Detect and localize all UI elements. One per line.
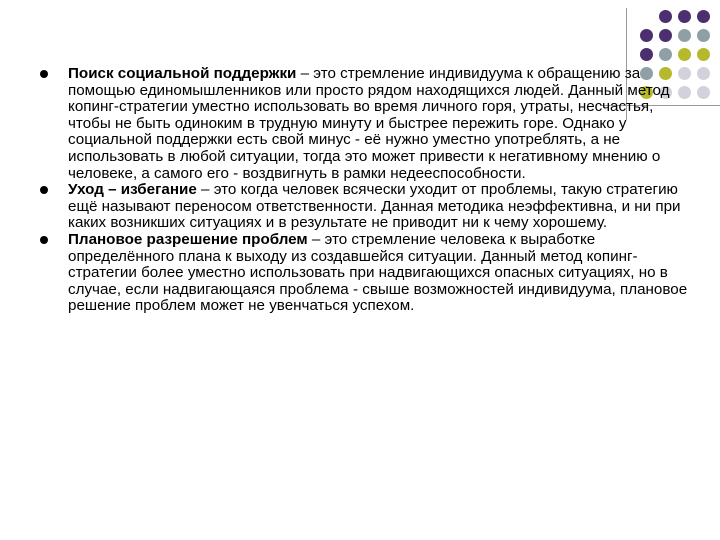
bullet-text: – это стремление индивидуума к обращению за помощью единомышленников или просто рядом находящихся людей. Данный метод копинг-стратегии уместно использовать во время личного горя, утраты, несчастья, чтобы не быть одиноким в трудную минуту и быстрее пережить горе. Однако у социальной поддержки есть свой минус - её нужно уместно употреблять, а не использовать в любой ситуации, тогда это может привести к негативному мнению о человеке, а самого его - воздвигнуть в рамки недееспособности.	[68, 65, 670, 182]
bullet-icon	[40, 70, 48, 78]
bullet-term: Плановое разрешение проблем	[68, 230, 308, 248]
bullet-list	[40, 66, 690, 315]
bullet-icon	[40, 186, 48, 194]
bullet-text: – это когда человек всячески уходит от проблемы, такую стратегию ещё называют переносом ответственности. Данная методика неэффективна, и ни при каких возникших ситуациях и в результате не приводит ни к чему хорошему.	[68, 181, 681, 232]
list-item	[40, 66, 690, 182]
decor-dot	[659, 10, 672, 23]
decor-dot	[678, 10, 691, 23]
decor-dot	[697, 10, 710, 23]
decor-dot	[678, 48, 691, 61]
decor-dot	[697, 67, 710, 80]
decor-dot	[640, 29, 653, 42]
decor-dot	[659, 29, 672, 42]
bullet-term: Поиск социальной поддержки	[68, 65, 297, 82]
bullet-icon	[40, 236, 48, 244]
bullet-text: – это стремление человека к выработке определённого плана к выходу из создавшейся ситуации. Данный метод копинг-стратегии более уместно использовать при надвигающихся опасных ситуациях, но в случае, если надвигающаяся проблема - свыше возможностей индивидуума, плановое решение проблем может не увенчаться успехом.	[68, 230, 688, 315]
decor-dot	[697, 29, 710, 42]
decor-dot	[678, 29, 691, 42]
decor-dot	[659, 48, 672, 61]
decor-dot	[697, 86, 710, 99]
list-item	[40, 232, 690, 315]
decor-dot	[697, 48, 710, 61]
list-item	[40, 182, 690, 232]
decor-dot	[640, 48, 653, 61]
bullet-term: Уход – избегание	[68, 181, 197, 199]
